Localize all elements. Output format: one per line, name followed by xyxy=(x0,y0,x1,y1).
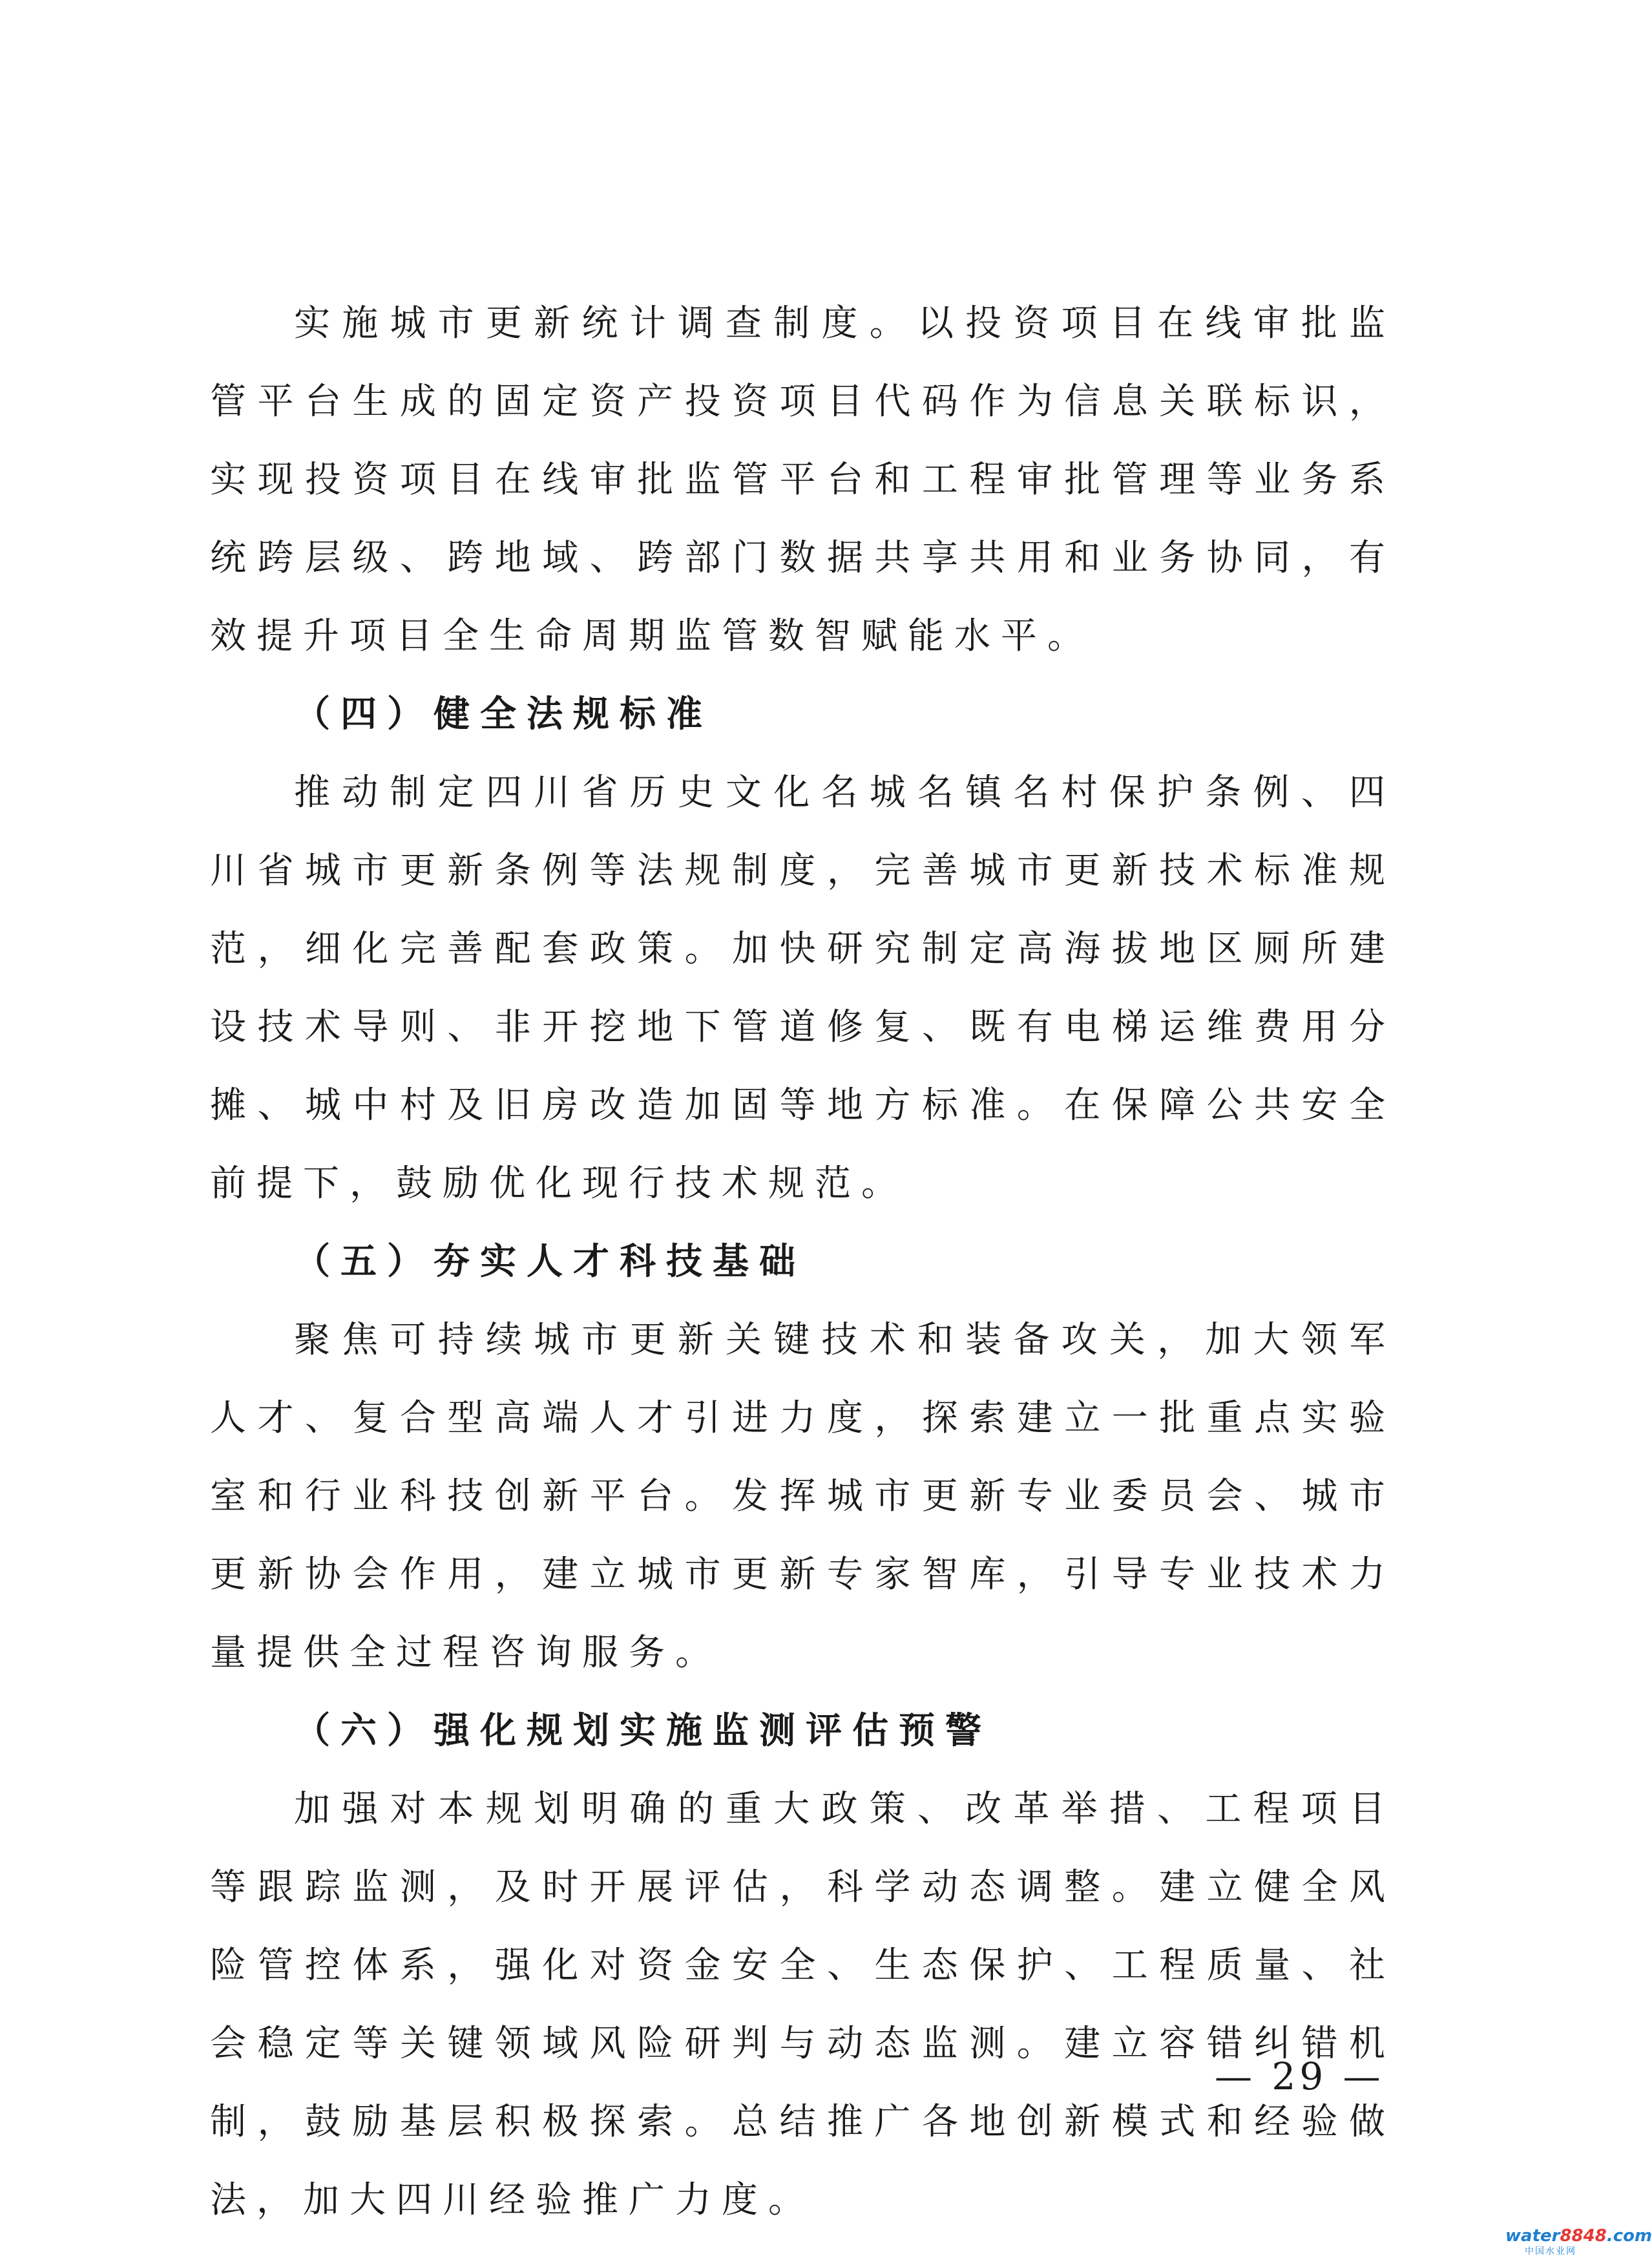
page-number: — 29 — xyxy=(1215,2054,1385,2098)
paragraph-statistics-survey: 实施城市更新统计调查制度。以投资项目在线审批监管平台生成的固定资产投资项目代码作为信息关联标识，实现投资项目在线审批监管平台和工程审批管理等业务系统跨层级、跨地域、跨部门数据共享共用和业务协同，有效提升项目全生命周期监管数智赋能水平。 xyxy=(210,302,1396,657)
paragraph-monitoring-evaluation: 加强对本规划明确的重大政策、改革举措、工程项目等跟踪监测，及时开展评估，科学动态调整。建立健全风险管控体系，强化对资金安全、生态保护、工程质量、社会稳定等关键领域风险研判与动态监测。建立容错纠错机制，鼓励基层积极探索。总结推广各地创新模式和经验做法，加大四川经验推广力度。 xyxy=(210,1788,1396,2221)
watermark-subtitle: 中国水业网 xyxy=(1525,2246,1576,2257)
watermark-brand-accent: 8848 xyxy=(1560,2226,1607,2246)
heading-regulations-standards: （四）健全法规标准 xyxy=(294,693,713,735)
heading-talent-technology: （五）夯实人才科技基础 xyxy=(294,1241,806,1283)
paragraph-regulations-standards: 推动制定四川省历史文化名城名镇名村保护条例、四川省城市更新条例等法规制度，完善城市更新技术标准规范，细化完善配套政策。加快研究制定高海拔地区厕所建设技术导则、非开挖地下管道修复、既有电梯运维费用分摊、城中村及旧房改造加固等地方标准。在保障公共安全前提下，鼓励优化现行技术规范。 xyxy=(210,772,1396,1205)
heading-monitoring-evaluation: （六）强化规划实施监测评估预警 xyxy=(294,1710,992,1752)
watermark-brand-main: water xyxy=(1505,2226,1560,2246)
paragraph-talent-technology: 聚焦可持续城市更新关键技术和装备攻关，加大领军人才、复合型高端人才引进力度，探索建立一批重点实验室和行业科技创新平台。发挥城市更新专业委员会、城市更新协会作用，建立城市更新专家智库，引导专业技术力量提供全过程咨询服务。 xyxy=(210,1319,1396,1674)
watermark-logo xyxy=(1505,2226,1652,2257)
document-body xyxy=(210,284,1396,2239)
watermark-brand xyxy=(1505,2226,1652,2246)
watermark-brand-suffix: .com xyxy=(1606,2226,1652,2246)
